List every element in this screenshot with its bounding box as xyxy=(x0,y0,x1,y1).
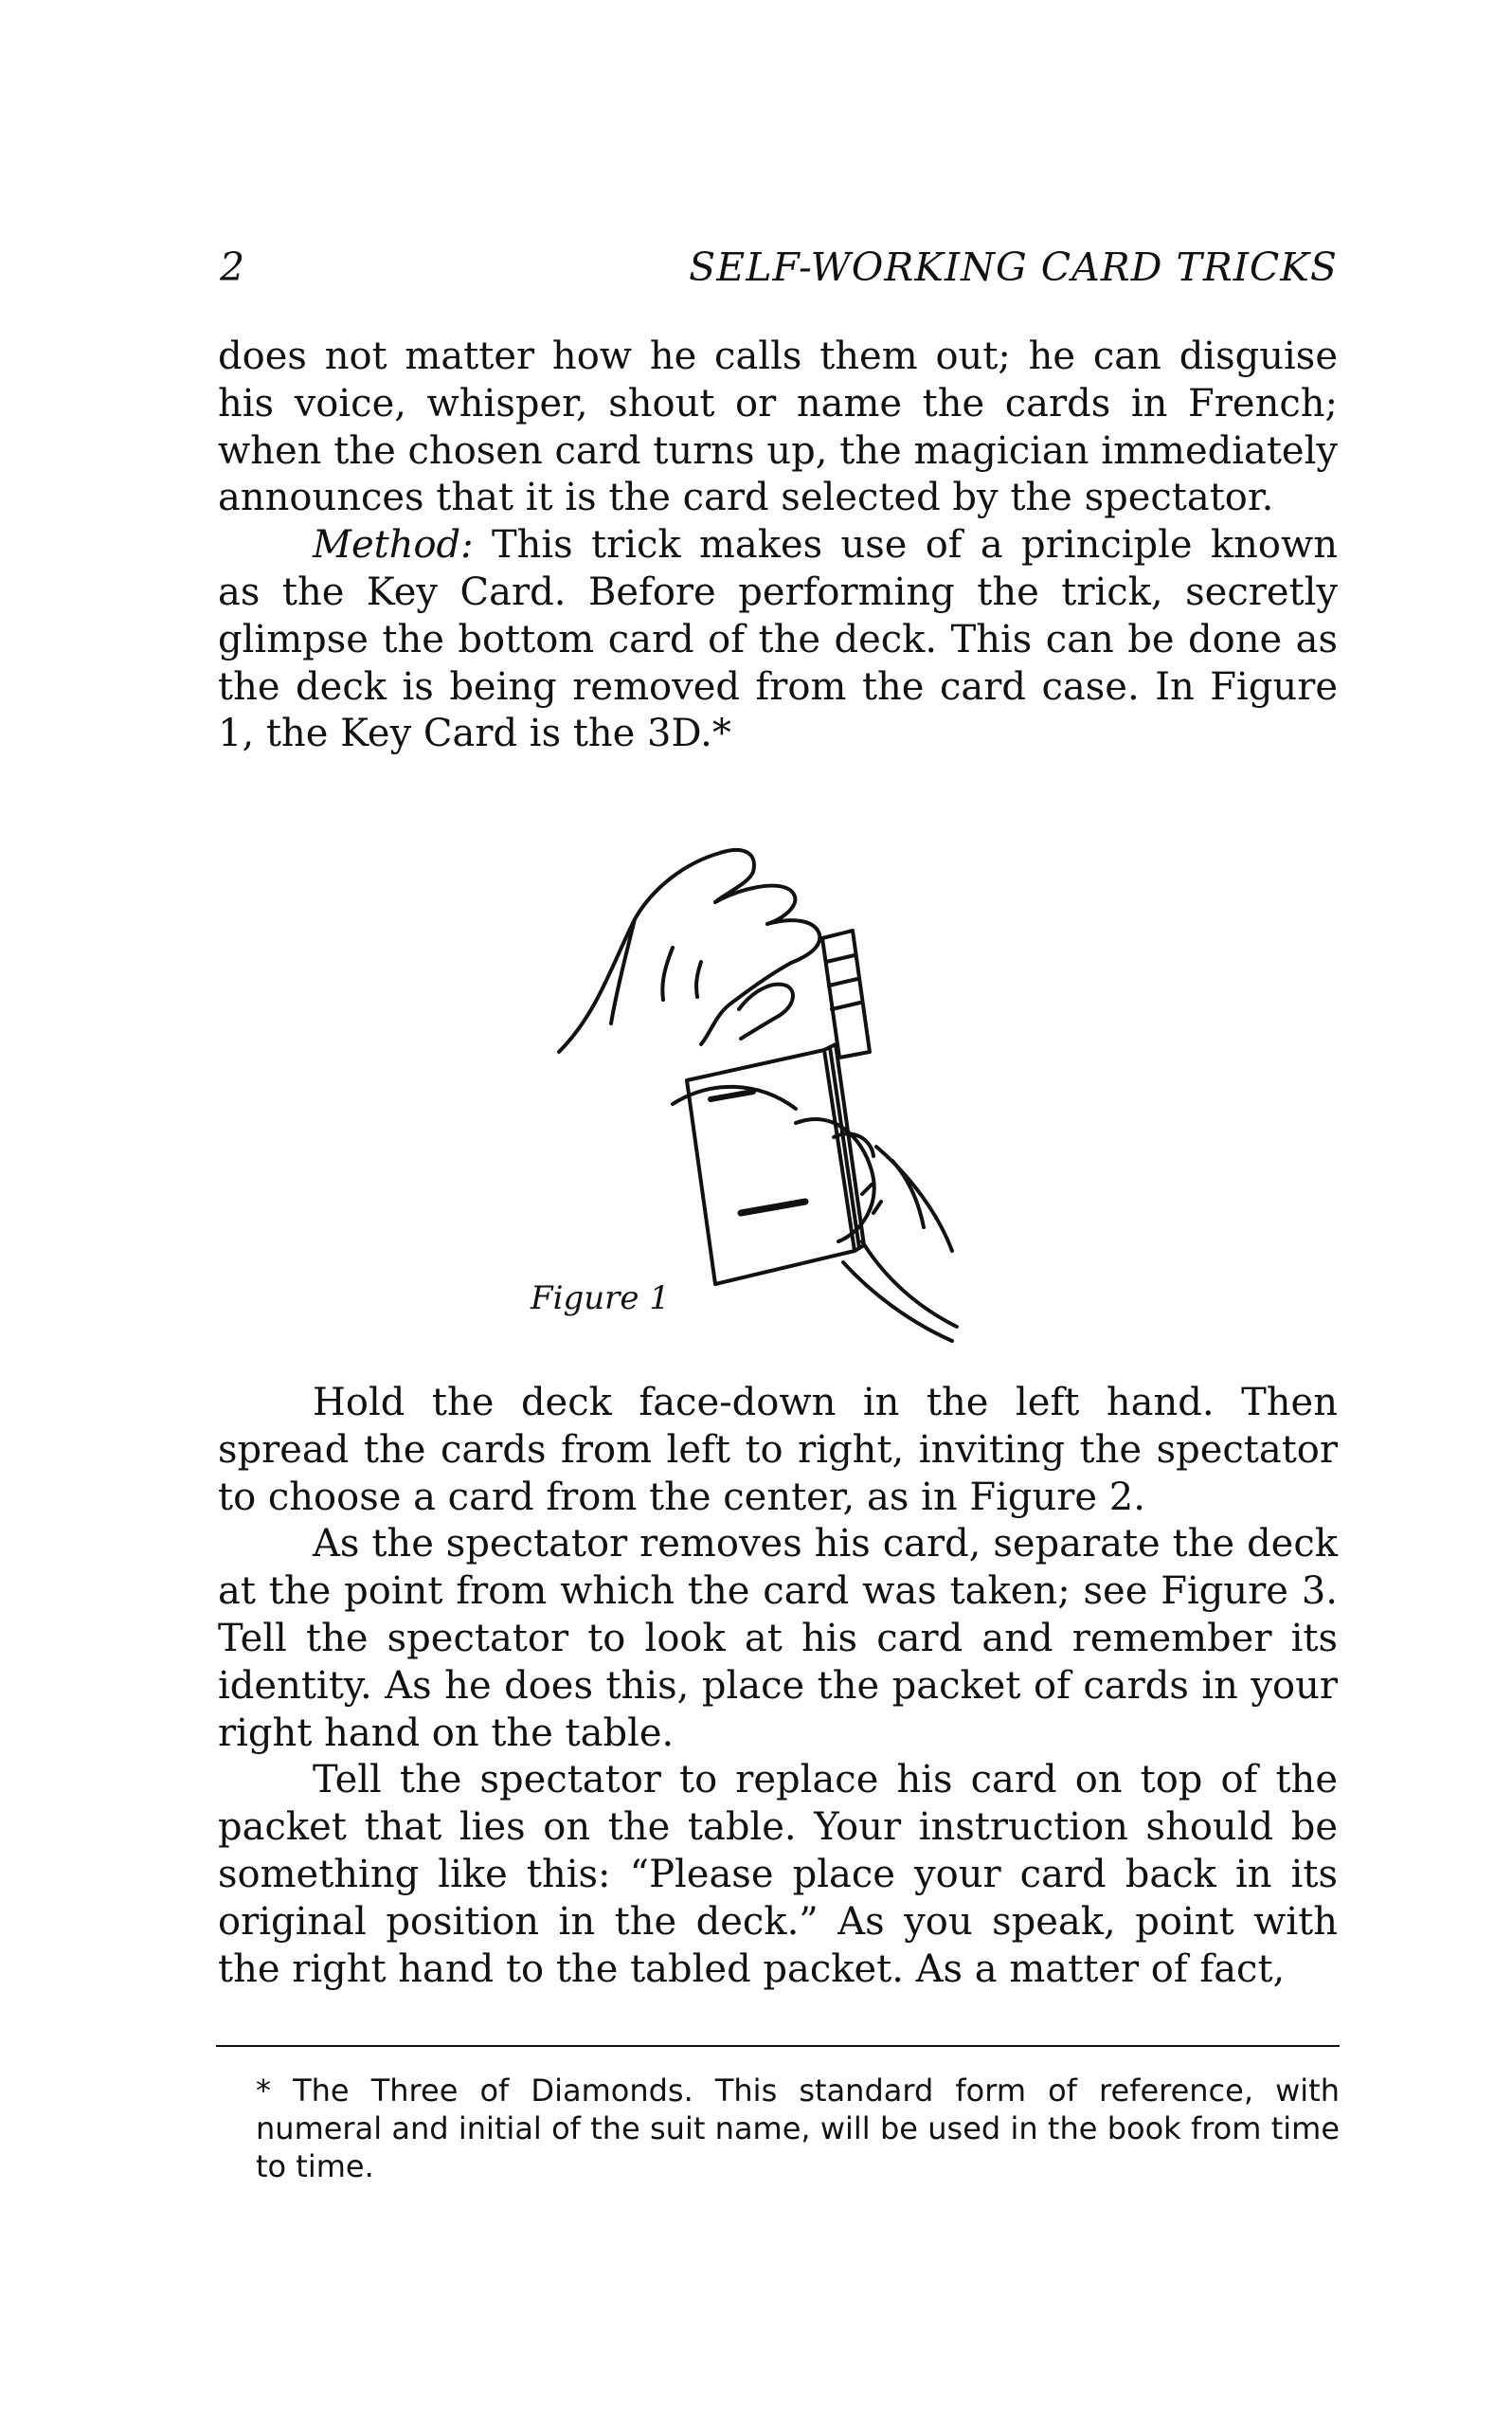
method-label: Method: xyxy=(313,523,474,568)
paragraph-hold-deck: Hold the deck face-down in the left hand. Then spread the cards from left to right, inviting the spectator to choose a card from the center, as in Figure 2. xyxy=(218,1381,1338,1519)
book-title: SELF-WORKING CARD TRICKS xyxy=(689,244,1338,290)
paragraph-continued: does not matter how he calls them out; he can disguise his voice, whisper, shout or name the cards in French; when the chosen card turns up, the magician immediately announces that it is the card selected by the spectator. xyxy=(218,335,1338,520)
figure-1-caption: Figure 1 xyxy=(531,1279,670,1317)
running-head xyxy=(220,244,1338,301)
text-block-bottom xyxy=(218,1380,1338,1993)
text-block-top xyxy=(218,334,1338,758)
paragraph-separate-deck: As the spectator removes his card, separate the deck at the point from which the card was taken; see Figure 3. Tell the spectator to look at his card and remember its identity. As he does this, place the packet of cards in your right hand on the table. xyxy=(218,1522,1338,1755)
method-text: This trick makes use of a principle known as the Key Card. Before performing the trick, secretly glimpse the bottom card of the deck. This can be done as the deck is being removed from the card case. In Figure 1, the Key Card is the 3D.* xyxy=(218,523,1338,756)
method-paragraph xyxy=(218,522,1338,758)
page-number: 2 xyxy=(220,244,246,290)
paragraph-replace-card: Tell the spectator to replace his card on top of the packet that lies on the table. Your instruction should be something like this: “Please place your card back in its original position in the deck.” As you speak, point with the right hand to the tabled packet. As a matter of fact, xyxy=(218,1758,1338,1991)
footnote: * The Three of Diamonds. This standard form of reference, with numeral and initial of the suit name, will be used in the book from time to time. xyxy=(256,2073,1340,2184)
footnote-divider xyxy=(216,2045,1340,2047)
